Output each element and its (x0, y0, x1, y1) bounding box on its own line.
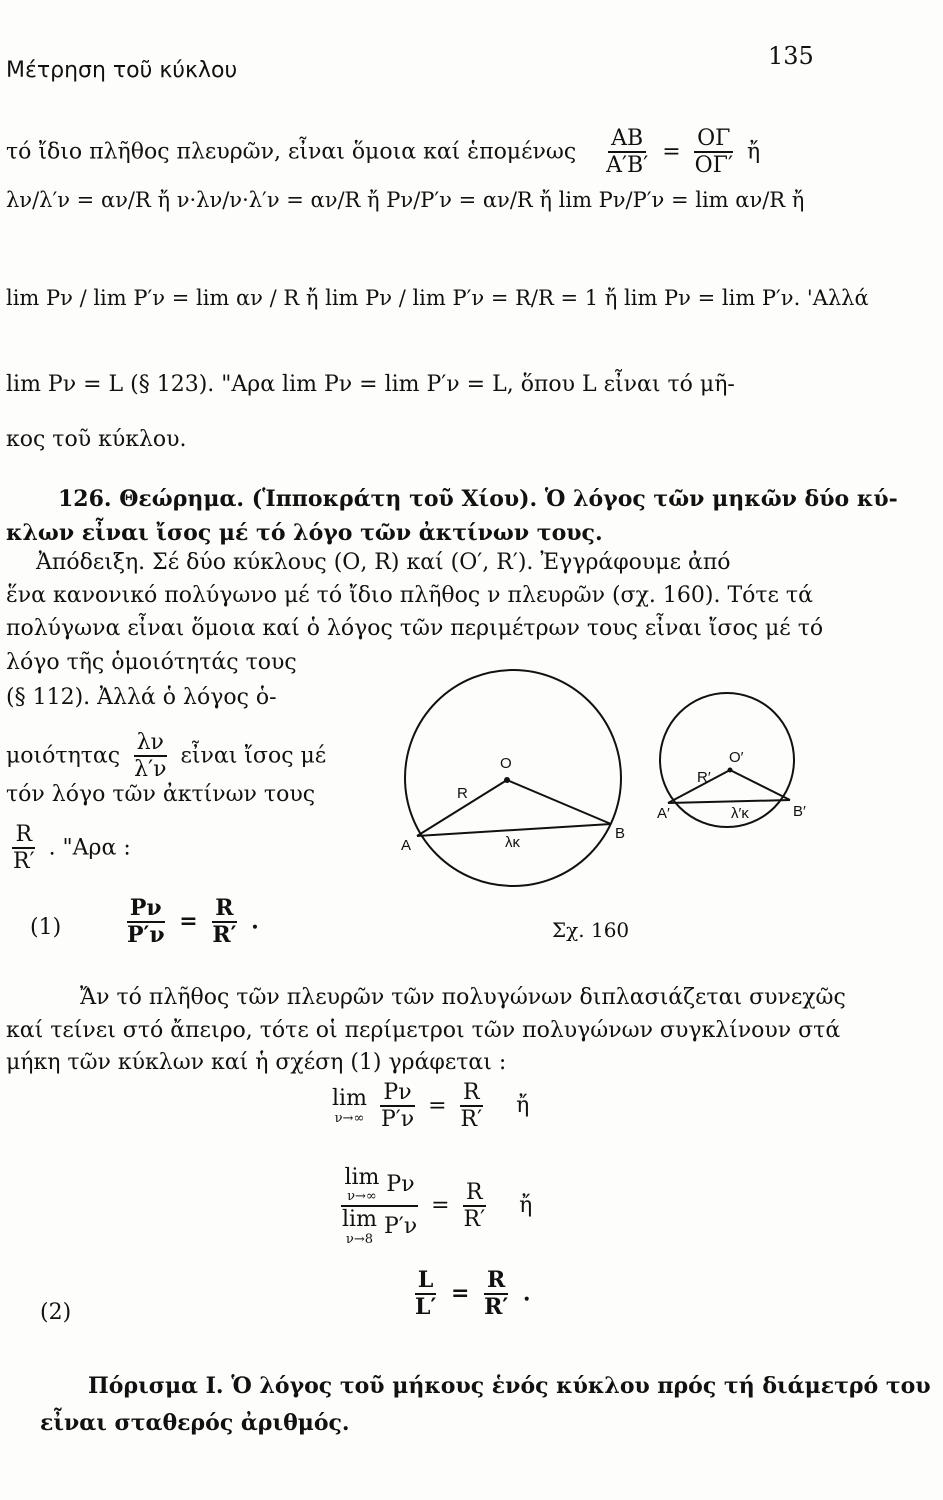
text-line-1 (6, 126, 760, 179)
corollary-line-2: εἶναι σταθερός ἀριθμός. (40, 1410, 350, 1436)
label-b: B (615, 825, 626, 842)
lim-operator-2b (342, 1207, 377, 1247)
label-b-prime: B′ (793, 803, 806, 820)
label-r-prime: R′ (697, 769, 711, 786)
lim1-or: ἤ (516, 1093, 530, 1119)
lim-word-1: lim (332, 1086, 367, 1112)
eq1-equals: = (179, 908, 198, 935)
lim2-or: ἤ (519, 1193, 533, 1219)
lim1-frac-p-num: Pν (380, 1080, 414, 1107)
proof-line-8 (6, 822, 131, 875)
text-line-5: κος τοῦ κύκλου. (6, 427, 187, 452)
eq2-equals: = (450, 1280, 470, 1307)
para-line-1: Ἄν τό πλῆθος τῶν πλευρῶν τῶν πολυγώνων διπλασιάζεται συνεχῶς (80, 985, 846, 1010)
fraction-r (10, 822, 38, 875)
equation-1 (120, 896, 259, 949)
fraction-ab-den: A′B′ (606, 153, 649, 179)
label-lambda-prime-k: λ′κ (731, 805, 749, 822)
label-o: O (500, 755, 512, 772)
lim1-frac-r-num: R (460, 1080, 483, 1107)
eq1-frac-p (124, 896, 168, 949)
eq1-frac-p-num: Pν (127, 896, 165, 923)
fraction-lambda-den: λ′ν (134, 757, 167, 783)
eq1-frac-r-den: R′ (212, 922, 237, 949)
lim1-equals: = (428, 1093, 447, 1119)
text-line-2: λν/λ′ν = αν/R ἤ ν·λν/ν·λ′ν = αν/R ἤ Pν/P′ν = αν/R ἤ lim Pν/P′ν = lim αν/R ἤ (6, 188, 805, 212)
small-radius-ob (730, 770, 790, 800)
proof-line-4: λόγο τῆς ὁμοιότητάς τους (6, 650, 297, 675)
proof-line-6b: εἶναι ἴσος μέ (180, 743, 327, 769)
eq2-frac-l (412, 1268, 439, 1321)
big-radius-ob (507, 780, 611, 824)
text-line-3: lim Pν / lim P′ν = lim αν / R ἤ lim Pν / lim P′ν = R/R = 1 ἤ lim Pν = lim P′ν. 'Αλλά (6, 286, 869, 310)
corollary-line-1: Πόρισμα Ι. Ὁ λόγος τοῦ μήκους ἑνός κύκλου πρός τή διάμετρό του (88, 1373, 931, 1399)
lim2-p: Pν (386, 1172, 415, 1198)
lim1-frac-p (378, 1080, 417, 1133)
label-a-prime: A′ (657, 805, 670, 822)
big-circle (405, 670, 621, 886)
running-title: Μέτρηση τοῦ κύκλου (6, 58, 238, 83)
small-center-dot (728, 768, 733, 773)
figure-160 (395, 660, 855, 900)
fraction-ab-num: AB (608, 126, 646, 153)
equation-1-label: (1) (30, 915, 62, 940)
lim-sub-2b: ν→8 (345, 1231, 373, 1247)
para-line-2: καί τείνει στό ἄπειρο, τότε οἱ περίμετροι τῶν πολυγώνων συγκλίνουν στά (6, 1018, 841, 1043)
label-o-prime: O′ (729, 749, 744, 766)
limit-equation-1 (332, 1080, 529, 1133)
lim2-frac-lim (339, 1165, 420, 1247)
fraction-lambda-num: λν (134, 730, 167, 757)
fraction-og-num: ΟΓ (694, 126, 733, 153)
proof-line-7: τόν λόγο τῶν ἀκτίνων τους (6, 782, 316, 807)
eq2-period: . (522, 1280, 531, 1307)
line1-text: τό ἴδιο πλῆθος πλευρῶν, εἶναι ὅμοια καί ἑπομένως (6, 139, 577, 165)
label-a: A (401, 837, 412, 854)
fraction-ab (603, 126, 651, 179)
eq2-frac-l-den: L′ (415, 1294, 437, 1321)
lim2-den (339, 1207, 420, 1247)
label-lambda-k: λκ (505, 834, 520, 851)
lim2-equals: = (431, 1193, 450, 1219)
eq2-frac-l-num: L (415, 1268, 436, 1295)
eq1-frac-r (209, 896, 239, 949)
small-circle (660, 693, 794, 827)
equals-sign: = (662, 139, 681, 165)
text-line-4: lim Pν = L (§ 123). "Αρα lim Pν = lim P′ν = L, ὅπου L εἶναι τό μῆ- (6, 372, 735, 397)
or-word: ἤ (746, 139, 761, 165)
lim1-frac-r (458, 1080, 486, 1133)
proof-line-1: Ἀπόδειξη. Σέ δύο κύκλους (Ο, R) καί (Ο′, R′). Ἐγγράφουμε ἀπό (36, 550, 731, 575)
equation-2 (408, 1268, 531, 1321)
para-line-3: μήκη τῶν κύκλων καί ἡ σχέση (1) γράφεται : (6, 1050, 507, 1075)
proof-line-6a: μοιότητας (6, 743, 121, 769)
eq2-frac-r-den: R′ (484, 1294, 509, 1321)
proof-line-6 (6, 730, 326, 783)
lim-sub-1: ν→∞ (334, 1111, 365, 1127)
page-number: 135 (768, 42, 814, 70)
figure-caption: Σχ. 160 (552, 918, 630, 942)
small-chord-line (668, 800, 790, 803)
lim1-frac-p-den: P′ν (380, 1107, 415, 1133)
proof-line-3: πολύγωνα εἶναι ὅμοια καί ὁ λόγος τῶν περιμέτρων τους εἶναι ἴσος μέ τό (6, 616, 824, 641)
lim1-frac-r-den: R′ (460, 1107, 483, 1133)
lim2-frac-r-den: R′ (463, 1207, 486, 1233)
eq2-frac-r (481, 1268, 511, 1321)
equation-2-label: (2) (40, 1300, 72, 1325)
fraction-og-den: ΟΓ′ (694, 153, 733, 179)
fraction-r-num: R (12, 822, 35, 849)
lim2-num (341, 1165, 417, 1207)
lim-operator-1 (332, 1086, 367, 1126)
proof-line-5: (§ 112). Ἀλλά ὁ λόγος ὁ- (6, 685, 277, 710)
lim-sub-2a: ν→∞ (347, 1189, 377, 1205)
eq1-frac-r-num: R (212, 896, 236, 923)
theorem-heading: 126. Θεώρημα. (Ἱπποκράτη τοῦ Χίου). Ὁ λόγος τῶν μηκῶν δύο κύ- (58, 486, 898, 512)
label-r: R (457, 785, 468, 802)
lim-word-2b: lim (342, 1207, 377, 1233)
limit-equation-2 (335, 1165, 532, 1247)
fraction-lambda (131, 730, 169, 783)
proof-line-8-text: . "Αρα : (48, 835, 131, 861)
eq2-frac-r-num: R (484, 1268, 508, 1295)
theorem-line-2: κλων εἶναι ἴσος μέ τό λόγο τῶν ἀκτίνων τους. (6, 520, 603, 546)
lim2-frac-r (461, 1180, 489, 1233)
proof-line-2: ἕνα κανονικό πολύγωνο μέ τό ἴδιο πλῆθος ν πλευρῶν (σχ. 160). Τότε τά (6, 583, 813, 608)
lim2-frac-r-num: R (463, 1180, 486, 1207)
lim2-p-prime: P′ν (383, 1214, 418, 1240)
eq1-period: . (251, 908, 259, 935)
lim-operator-2a (344, 1165, 379, 1205)
big-center-dot (504, 777, 510, 783)
fraction-og (692, 126, 736, 179)
eq1-frac-p-den: P′ν (127, 922, 165, 949)
fraction-r-den: R′ (13, 849, 35, 875)
lim-word-2a: lim (344, 1165, 380, 1190)
